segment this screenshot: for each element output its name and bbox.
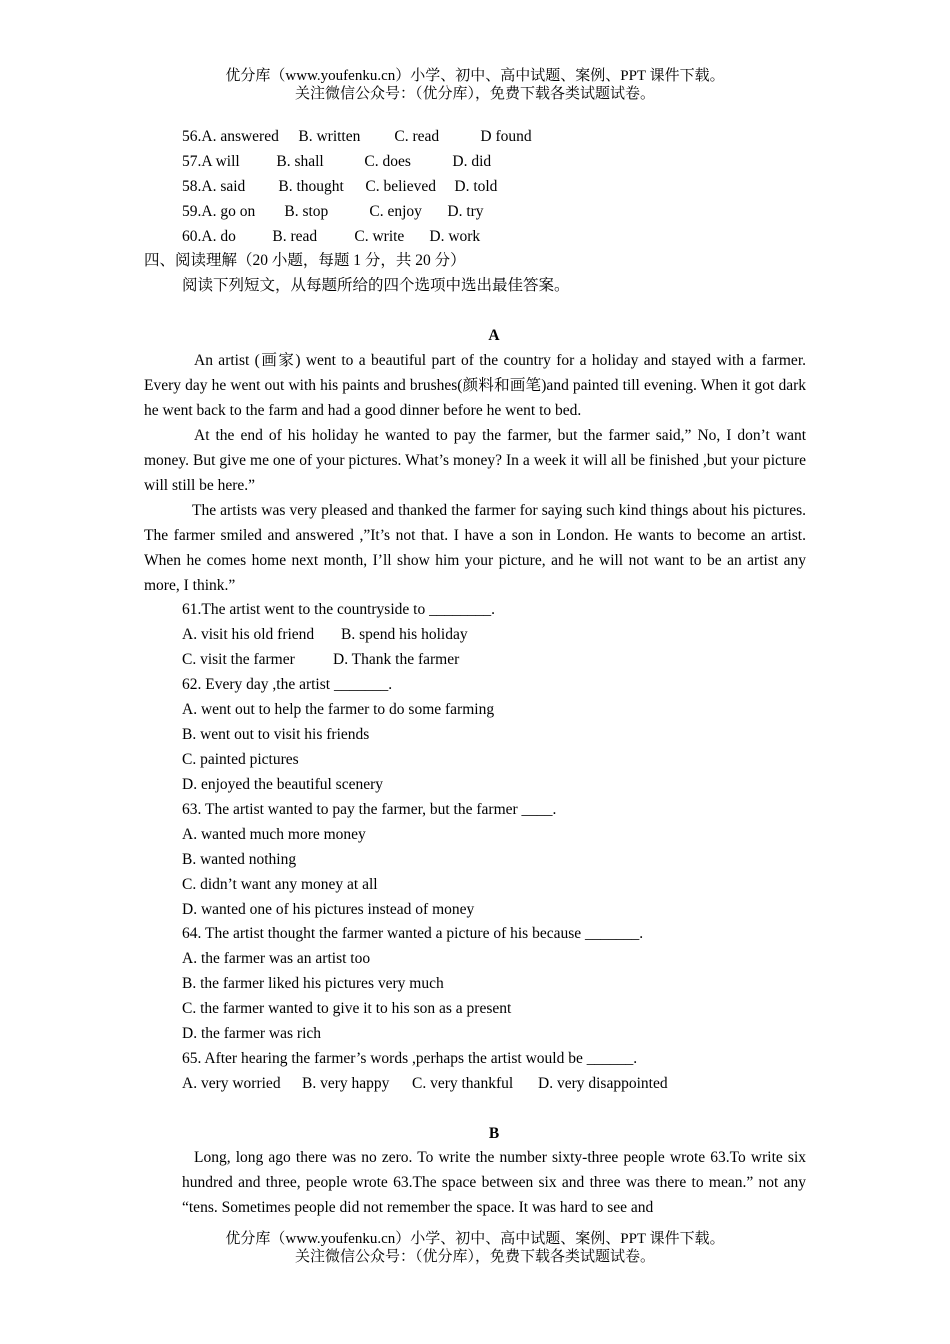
option-c: C. visit the farmer — [182, 651, 295, 668]
passage-a-paragraph-3: The artists was very pleased and thanked the farmer for saying such kind things about his pictures. The farmer smiled and answered ,”It’s not that. I have a son in London. He wants to become an artist. When he comes home next month, I’ll show him your picture, and he will not want to be an artist any more, I think.” — [144, 502, 806, 594]
option-number: 56. — [182, 128, 202, 145]
question-63: 63. The artist wanted to pay the farmer, but the farmer ____. — [182, 801, 557, 818]
question-62-option-d: D. enjoyed the beautiful scenery — [182, 776, 383, 793]
option-c: C. read — [394, 128, 440, 145]
cloze-option-row-57 — [182, 152, 491, 172]
option-number: 58. — [182, 178, 202, 195]
option-b: B. thought — [278, 178, 344, 195]
option-c: C. enjoy — [369, 203, 422, 220]
option-number: 60. — [182, 228, 202, 245]
question-65: 65. After hearing the farmer’s words ,perhaps the artist would be ______. — [182, 1050, 638, 1067]
cloze-option-row-58 — [182, 177, 497, 197]
footer-line-2: 关注微信公众号：（优分库），免费下载各类试题试卷。 — [294, 1249, 655, 1265]
option-d: D. did — [452, 153, 492, 170]
question-63-option-d: D. wanted one of his pictures instead of money — [182, 901, 475, 918]
question-63-option-a: A. wanted much more money — [182, 826, 366, 843]
option-b: B. shall — [276, 153, 324, 170]
passage-b-paragraph-1: Long, long ago there was no zero. To write the number sixty-three people wrote 63.To write six hundred and three, people wrote 63.The space between six and three was there to mean.” not any “tens. Sometimes people did not remember the space. It was hard to see and — [182, 1149, 806, 1216]
section-title: 四、阅读理解（20 小题，每题 1 分，共 20 分） — [144, 252, 466, 269]
question-65-options — [182, 1074, 668, 1094]
option-a: A. do — [201, 228, 236, 245]
option-d: D. work — [429, 228, 481, 245]
cloze-option-row-59 — [182, 202, 484, 222]
option-a: A will — [201, 153, 240, 170]
question-64-option-d: D. the farmer was rich — [182, 1025, 322, 1042]
option-d: D. Thank the farmer — [333, 651, 460, 668]
question-64-option-c: C. the farmer wanted to give it to his son as a present — [182, 1000, 512, 1017]
option-a: A. answered — [201, 128, 279, 145]
option-b: B. stop — [284, 203, 329, 220]
option-b: B. spend his holiday — [341, 626, 468, 643]
option-a: A. said — [201, 178, 246, 195]
option-c: C. write — [354, 228, 405, 245]
cloze-option-row-56 — [182, 127, 532, 147]
page-header — [0, 67, 950, 103]
passage-a-paragraph-2: At the end of his holiday he wanted to pay the farmer, but the farmer said,” No, I don’t want money. But give me one of your pictures. What’s money? In a week it will all be finished ,but your picture will still be here.” — [144, 427, 806, 494]
cloze-option-row-60 — [182, 227, 480, 247]
question-62-option-b: B. went out to visit his friends — [182, 726, 370, 743]
question-62-option-a: A. went out to help the farmer to do some farming — [182, 701, 495, 718]
option-number: 57. — [182, 153, 202, 170]
option-b: B. read — [272, 228, 318, 245]
header-line-2: 关注微信公众号：（优分库），免费下载各类试题试卷。 — [294, 86, 655, 102]
option-a: A. go on — [201, 203, 256, 220]
question-64: 64. The artist thought the farmer wanted a picture of his because _______. — [182, 925, 644, 942]
option-c: C. does — [364, 153, 411, 170]
option-b: B. very happy — [302, 1075, 390, 1092]
question-63-option-c: C. didn’t want any money at all — [182, 876, 378, 893]
option-c: C. believed — [365, 178, 436, 195]
option-c: C. very thankful — [412, 1075, 514, 1092]
question-62-option-c: C. painted pictures — [182, 751, 299, 768]
question-63-option-b: B. wanted nothing — [182, 851, 297, 868]
section-instruction: 阅读下列短文，从每题所给的四个选项中选出最佳答案。 — [182, 277, 570, 294]
question-61-options-row-2 — [182, 650, 459, 670]
header-line-1: 优分库（www.youfenku.cn）小学、初中、高中试题、案例、PPT 课件下载。 — [225, 68, 725, 84]
option-d: D. very disappointed — [538, 1075, 668, 1092]
option-b: B. written — [298, 128, 361, 145]
option-a: A. visit his old friend — [182, 626, 315, 643]
passage-a-label: A — [488, 327, 500, 344]
passage-a-paragraph-1: An artist (画家) went to a beautiful part of the country for a holiday and stayed with a farmer. Every day he went out with his paints and brushes(颜料和画笔)and painted till evening. When it got dark he went back to the farm and had a good dinner before he went to bed. — [144, 352, 806, 419]
option-a: A. very worried — [182, 1075, 281, 1092]
option-number: 59. — [182, 203, 202, 220]
question-64-option-a: A. the farmer was an artist too — [182, 950, 371, 967]
footer-line-1: 优分库（www.youfenku.cn）小学、初中、高中试题、案例、PPT 课件下载。 — [225, 1231, 725, 1247]
question-61: 61.The artist went to the countryside to ________. — [182, 601, 495, 618]
question-61-options-row-1 — [182, 625, 468, 645]
option-d: D. told — [454, 178, 498, 195]
page-footer — [0, 1230, 950, 1266]
question-64-option-b: B. the farmer liked his pictures very much — [182, 975, 444, 992]
question-62: 62. Every day ,the artist _______. — [182, 676, 393, 693]
option-d: D. try — [447, 203, 484, 220]
passage-b-label: B — [488, 1125, 500, 1142]
option-d: D found — [480, 128, 532, 145]
